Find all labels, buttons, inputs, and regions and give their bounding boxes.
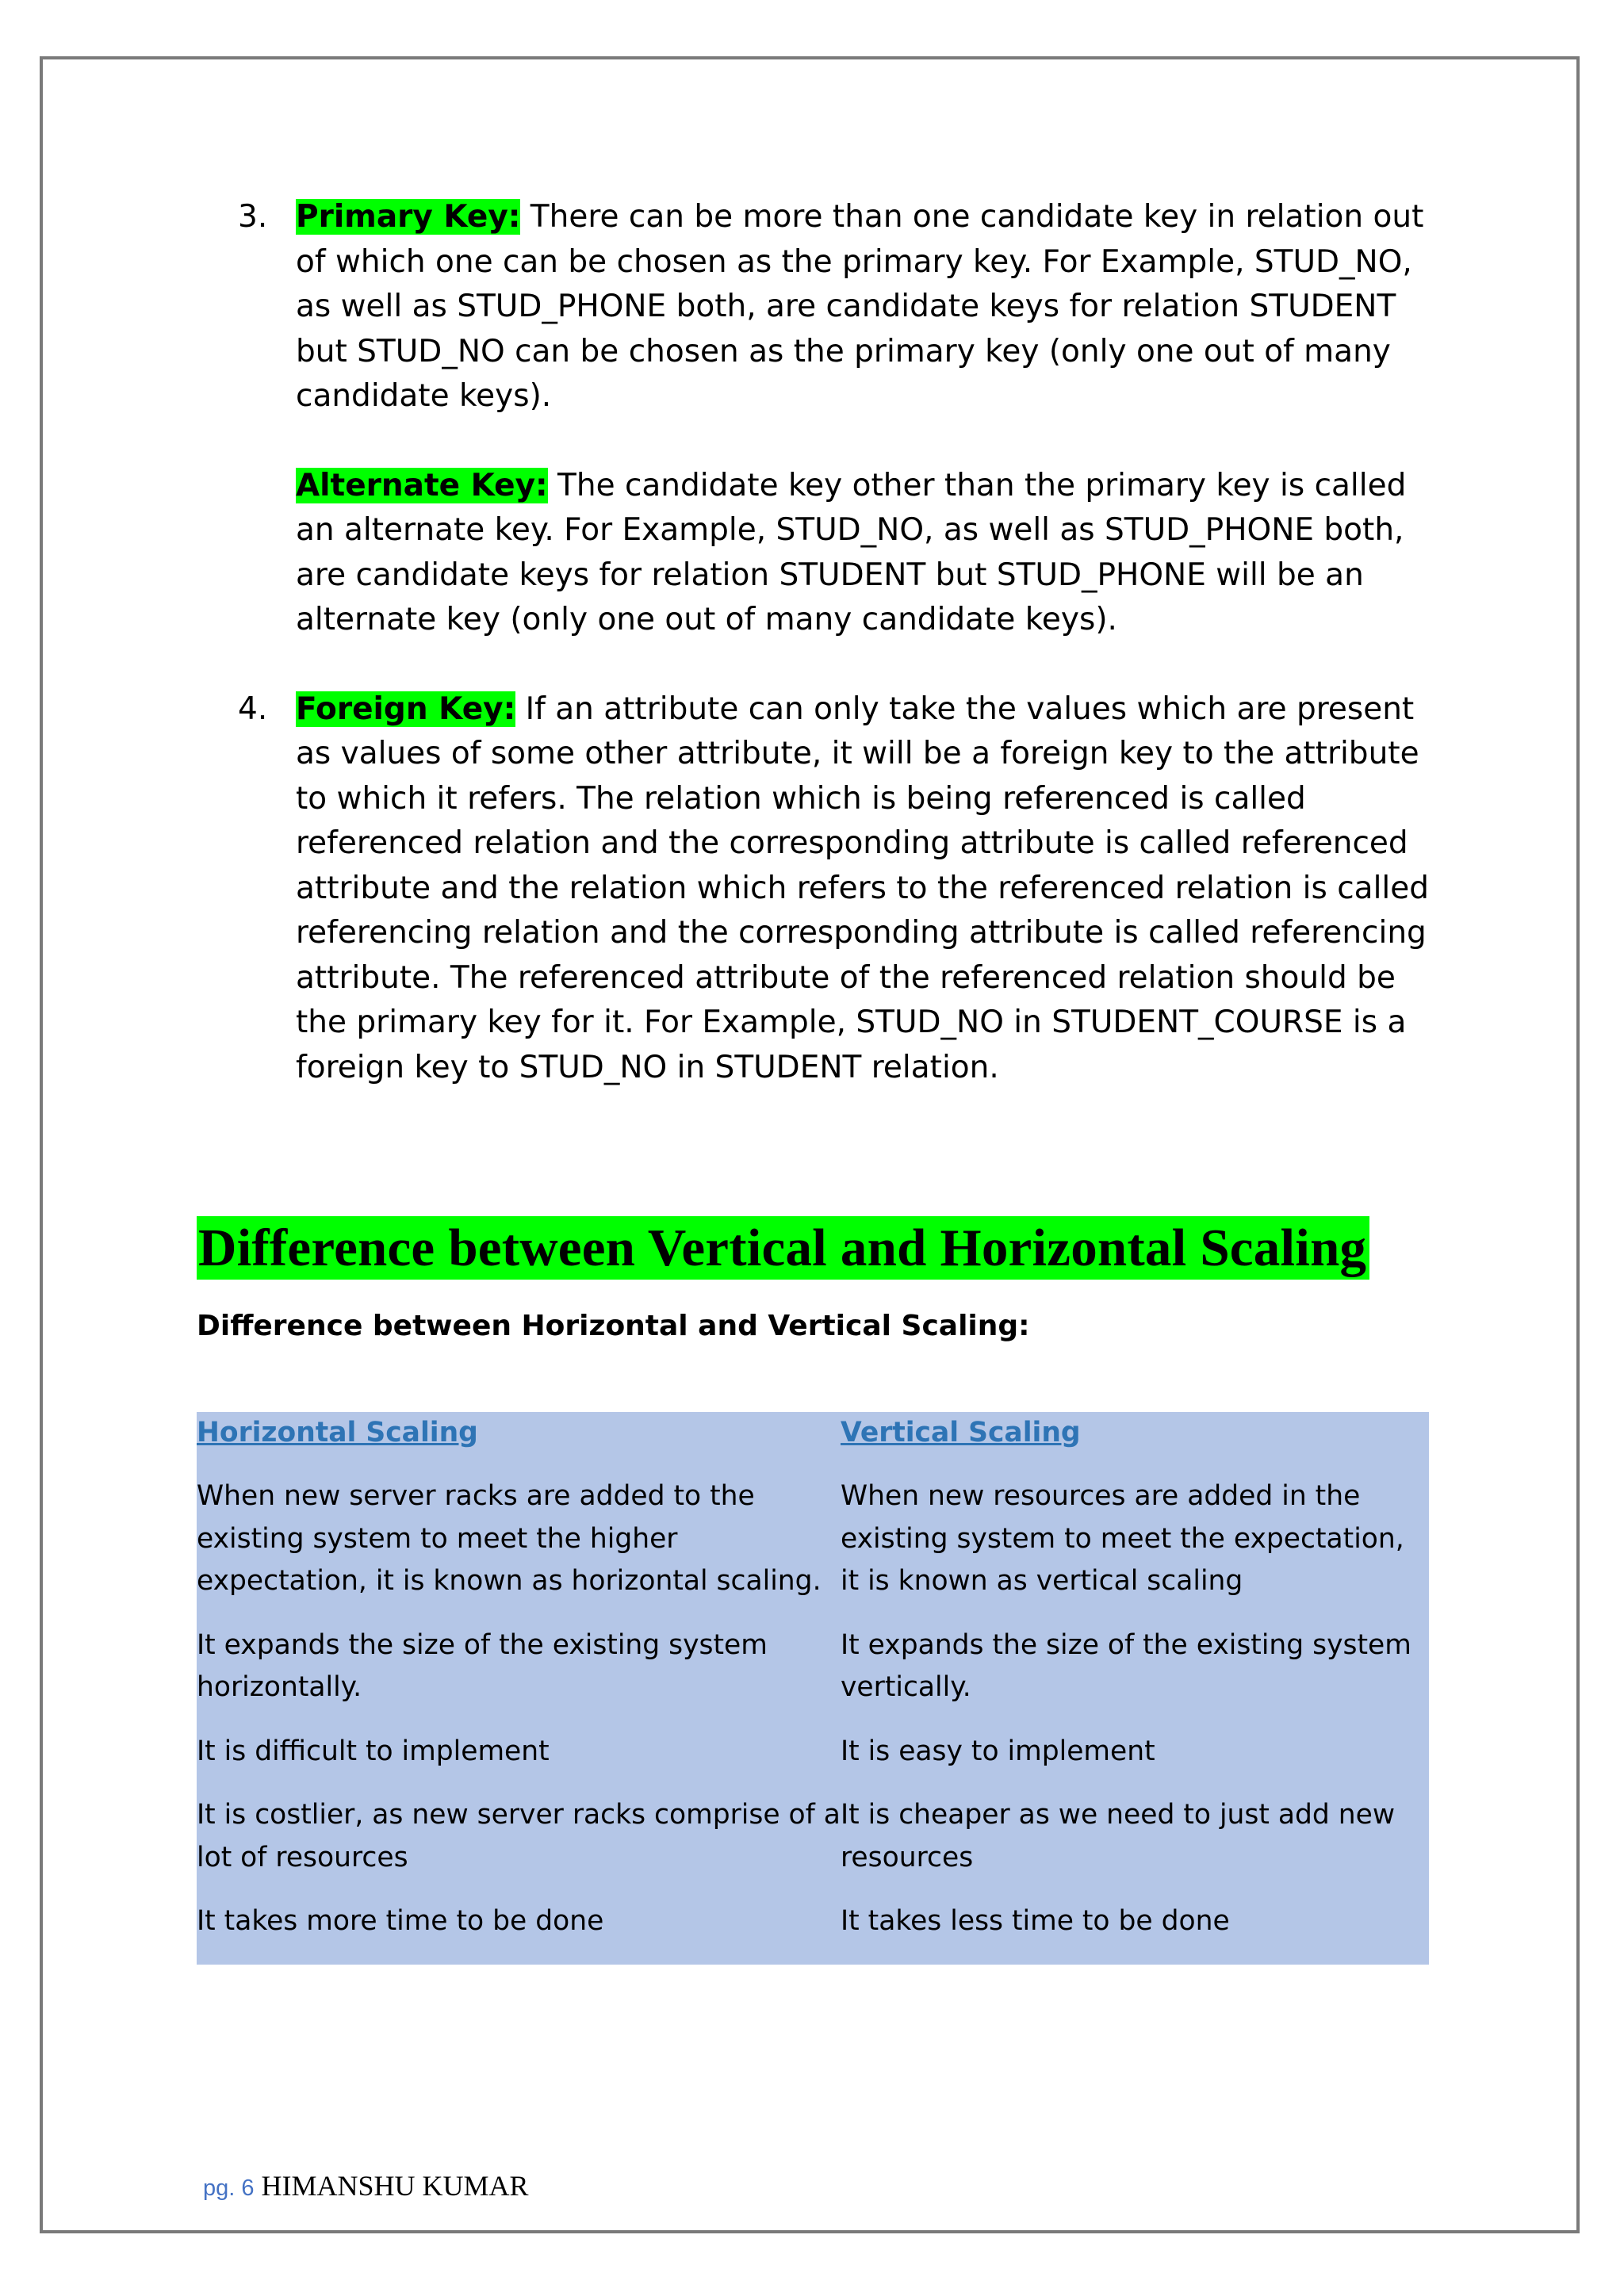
footer-author: HIMANSHU KUMAR xyxy=(261,2170,529,2202)
table-row xyxy=(197,1475,1429,1624)
vertical-scaling-link[interactable]: Vertical Scaling xyxy=(841,1417,1081,1448)
primary-key-paragraph xyxy=(296,195,1443,419)
key-definitions-list xyxy=(238,195,1443,1090)
foreign-key-term: Foreign Key: xyxy=(296,691,516,727)
primary-key-term: Primary Key: xyxy=(296,199,521,235)
primary-key-text: There can be more than one candidate key in relation out of which one can be chosen as the primary key. For Example, STUD_NO, as well as STUD_PHONE both, are candidate keys for relation STUDENT but STUD_NO can be chosen as the primary key (only one out of many candidate keys). xyxy=(296,199,1424,414)
alternate-key-text: The candidate key other than the primary key is called an alternate key. For Example, STUD_NO, as well as STUD_PHONE both, are candidate keys for relation STUDENT but STUD_PHONE will be an alternate key (only one out of many candidate keys). xyxy=(296,467,1407,637)
section-subheading: Difference between Horizontal and Vertical Scaling: xyxy=(197,1310,1030,1342)
table-row xyxy=(197,1794,1429,1900)
table-cell: It takes less time to be done xyxy=(841,1905,1230,1937)
table-cell: It is costlier, as new server racks comprise of a lot of resources xyxy=(197,1799,841,1873)
page-number: pg. 6 xyxy=(203,2175,255,2201)
list-number: 4. xyxy=(238,691,268,727)
scaling-comparison-table xyxy=(197,1412,1429,1965)
table-cell: It is difficult to implement xyxy=(197,1735,550,1767)
alternate-key-paragraph xyxy=(296,464,1443,643)
table-row xyxy=(197,1731,1429,1795)
table-cell: It is easy to implement xyxy=(841,1735,1155,1767)
table-row xyxy=(197,1624,1429,1731)
table-cell: When new resources are added in the existing system to meet the expectation, it is known as vertical scaling xyxy=(841,1480,1404,1597)
table-header-row xyxy=(197,1412,1429,1475)
alternate-key-term: Alternate Key: xyxy=(296,467,548,503)
table-header-cell xyxy=(841,1412,1429,1475)
list-item-primary-key xyxy=(238,195,1443,643)
list-item-foreign-key xyxy=(238,687,1443,1091)
table-header-cell xyxy=(197,1412,841,1475)
table-cell: It expands the size of the existing system horizontally. xyxy=(197,1628,768,1703)
foreign-key-text: If an attribute can only take the values which are present as values of some other attribute, it will be a foreign key to the attribute to which it refers. The relation which is being referenced is called referenced relation and the corresponding attribute is called referenced attribute and the relation which refers to the referenced relation is called referencing relation and the corresponding attribute is called referencing attribute. The referenced attribute of the referenced relation should be the primary key for it. For Example, STUD_NO in STUDENT_COURSE is a foreign key to STUD_NO in STUDENT relation. xyxy=(296,691,1429,1085)
table-cell: It takes more time to be done xyxy=(197,1905,604,1937)
foreign-key-paragraph xyxy=(296,687,1443,1091)
table-cell: It is cheaper as we need to just add new resources xyxy=(841,1799,1396,1873)
table-row xyxy=(197,1900,1429,1965)
horizontal-scaling-link[interactable]: Horizontal Scaling xyxy=(197,1417,478,1448)
table-cell: It expands the size of the existing system vertically. xyxy=(841,1628,1411,1703)
page-footer xyxy=(203,2167,529,2207)
table-cell: When new server racks are added to the existing system to meet the higher expectation, it is known as horizontal scaling. xyxy=(197,1480,822,1597)
list-number: 3. xyxy=(238,199,268,235)
section-heading: Difference between Vertical and Horizontal Scaling xyxy=(197,1216,1369,1280)
